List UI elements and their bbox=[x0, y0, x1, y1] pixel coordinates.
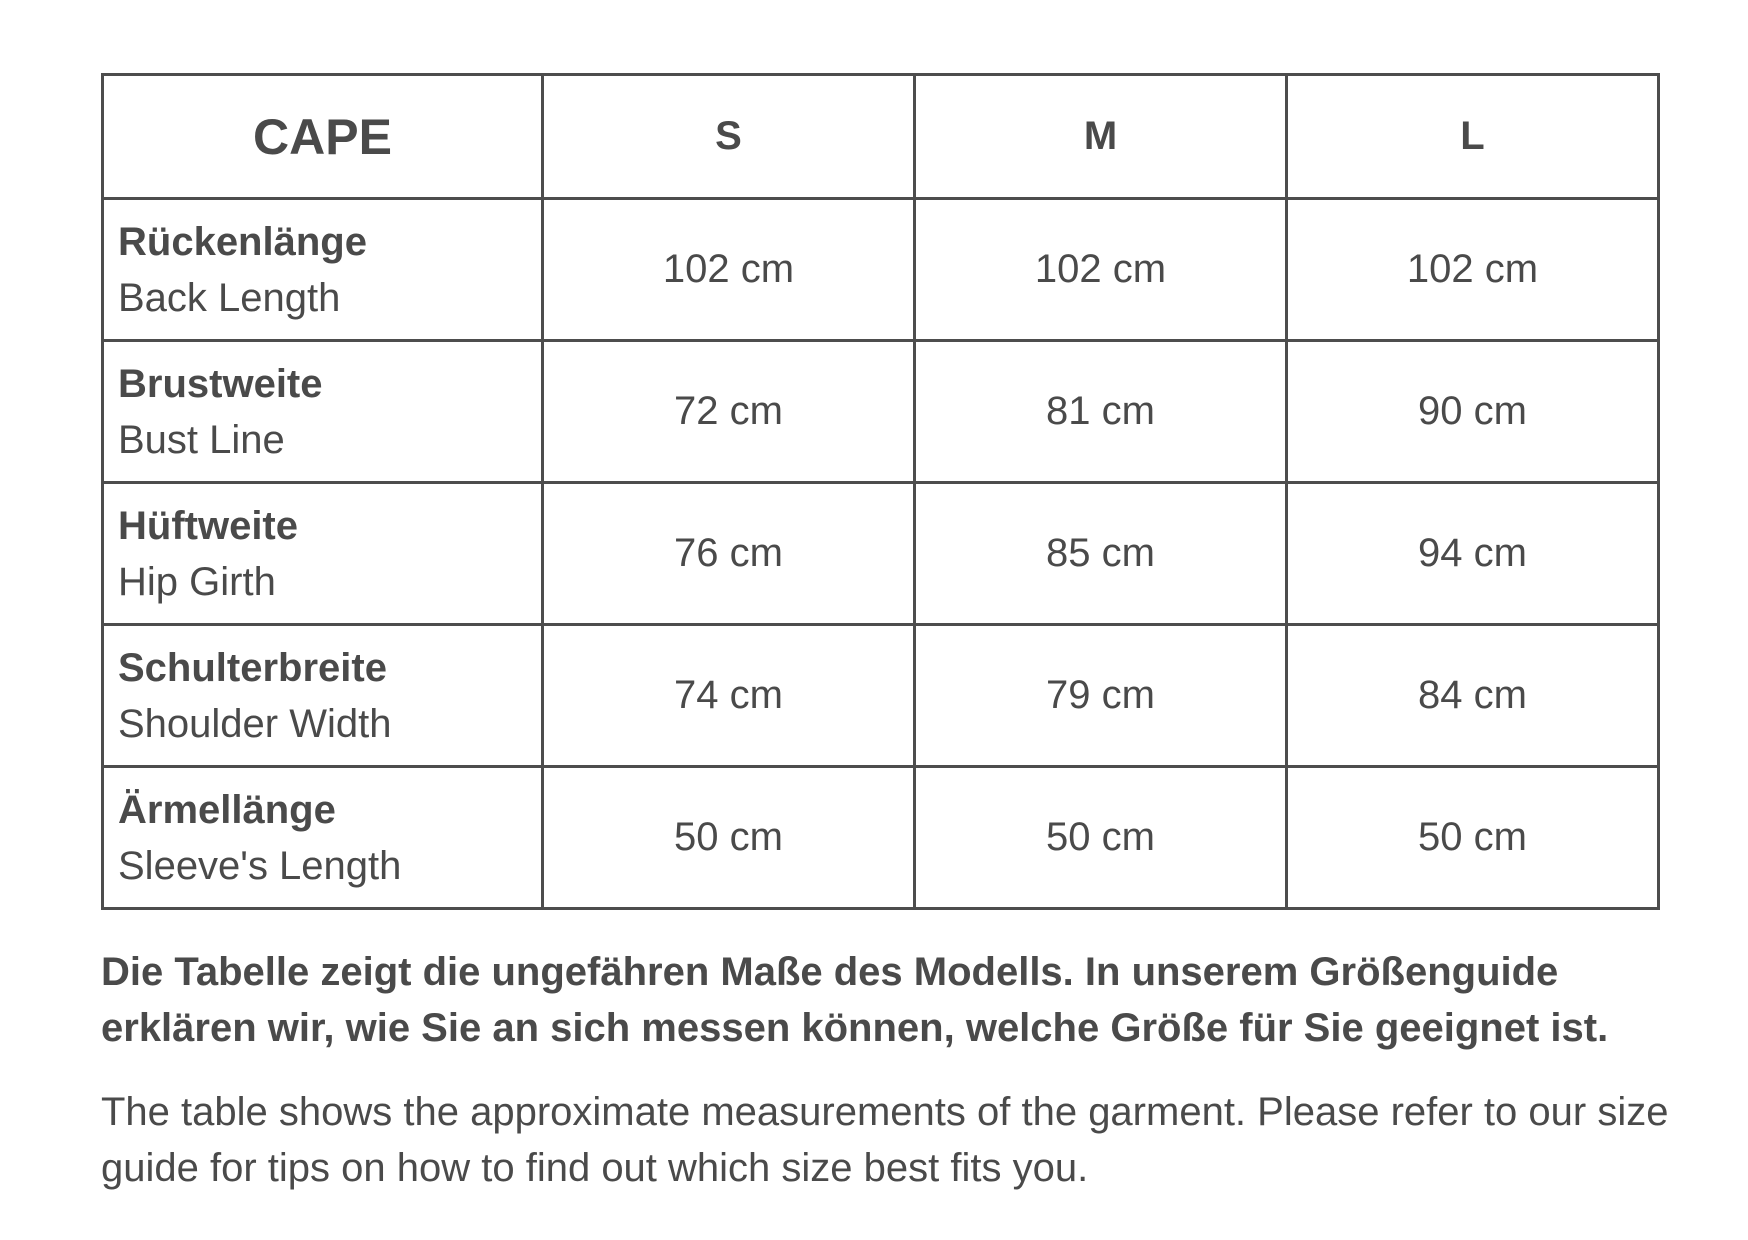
measurement-label-de: Ärmellänge bbox=[118, 787, 336, 832]
value-cell-m: 102 cm bbox=[915, 199, 1287, 341]
table-row bbox=[103, 341, 1659, 483]
value-cell-m: 79 cm bbox=[915, 625, 1287, 767]
value-cell-s: 76 cm bbox=[543, 483, 915, 625]
table-row bbox=[103, 625, 1659, 767]
value-cell-m: 85 cm bbox=[915, 483, 1287, 625]
value-cell-l: 94 cm bbox=[1287, 483, 1659, 625]
measurement-label-en: Bust Line bbox=[118, 417, 285, 462]
note-german: Die Tabelle zeigt die ungefähren Maße des Modells. In unserem Größenguide erklären wir, wie Sie an sich messen können, welche Größe für Sie geeignet ist. bbox=[101, 950, 1609, 1050]
value-cell-m: 81 cm bbox=[915, 341, 1287, 483]
table-header-row bbox=[103, 75, 1659, 199]
measurement-label-en: Hip Girth bbox=[118, 559, 276, 604]
row-label-cell bbox=[103, 483, 543, 625]
measurement-label-de: Schulterbreite bbox=[118, 645, 387, 690]
measurement-label-en: Shoulder Width bbox=[118, 701, 392, 746]
table-row bbox=[103, 483, 1659, 625]
row-label-cell bbox=[103, 341, 543, 483]
value-cell-s: 50 cm bbox=[543, 767, 915, 909]
measurement-label-de: Hüftweite bbox=[118, 503, 298, 548]
size-header-m: M bbox=[915, 75, 1287, 199]
row-label-cell bbox=[103, 625, 543, 767]
row-label-cell bbox=[103, 767, 543, 909]
note-english: The table shows the approximate measurements of the garment. Please refer to our size guide for tips on how to find out which size best fits you. bbox=[101, 1090, 1669, 1190]
table-row bbox=[103, 767, 1659, 909]
table-row bbox=[103, 199, 1659, 341]
measurement-label-en: Back Length bbox=[118, 275, 341, 320]
measurement-label-en: Sleeve's Length bbox=[118, 843, 402, 888]
size-header-s: S bbox=[543, 75, 915, 199]
product-name-header: CAPE bbox=[103, 75, 543, 199]
value-cell-l: 50 cm bbox=[1287, 767, 1659, 909]
value-cell-l: 90 cm bbox=[1287, 341, 1659, 483]
size-header-l: L bbox=[1287, 75, 1659, 199]
value-cell-s: 102 cm bbox=[543, 199, 915, 341]
value-cell-l: 102 cm bbox=[1287, 199, 1659, 341]
value-cell-m: 50 cm bbox=[915, 767, 1287, 909]
size-chart-table bbox=[101, 73, 1660, 910]
value-cell-s: 74 cm bbox=[543, 625, 915, 767]
row-label-cell bbox=[103, 199, 543, 341]
value-cell-l: 84 cm bbox=[1287, 625, 1659, 767]
measurement-label-de: Brustweite bbox=[118, 361, 323, 406]
value-cell-s: 72 cm bbox=[543, 341, 915, 483]
measurement-label-de: Rückenlänge bbox=[118, 219, 367, 264]
